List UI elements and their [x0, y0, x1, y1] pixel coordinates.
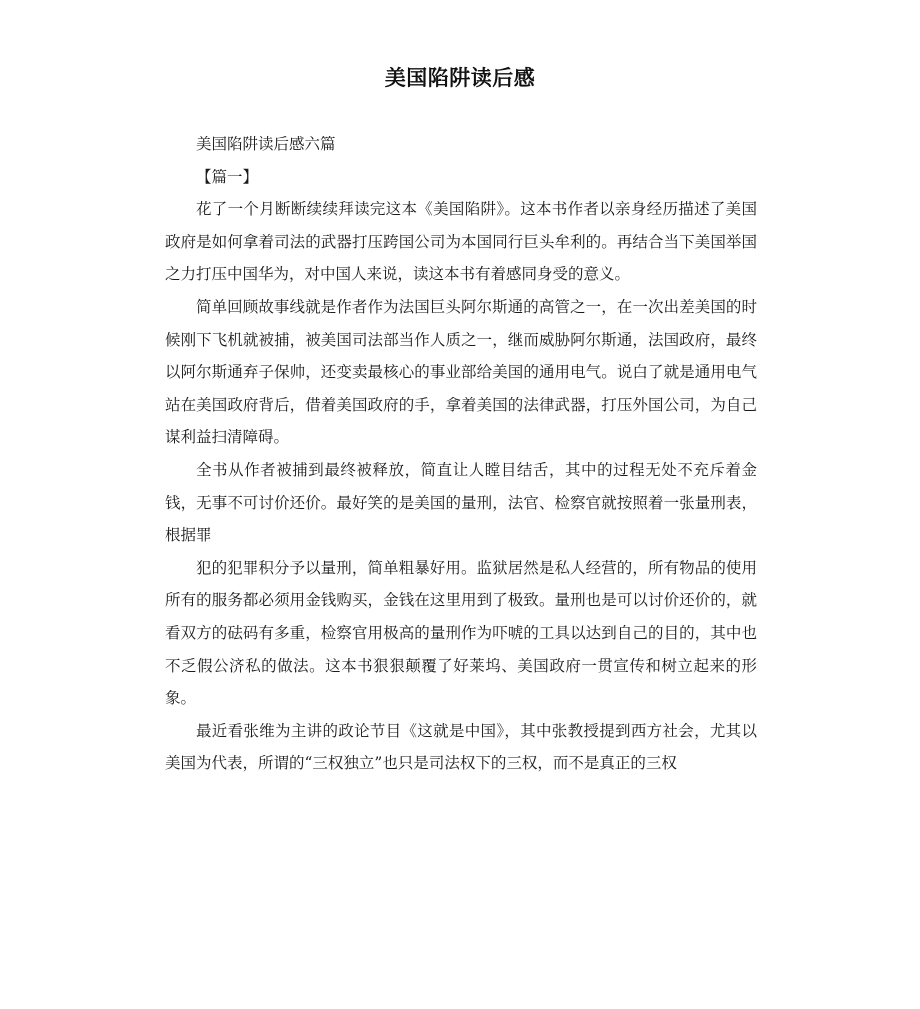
section-heading: 【篇一】 — [196, 167, 259, 186]
body-paragraph: 最近看张维为主讲的政论节目《这就是中国》，其中张教授提到西方社会，尤其以美国为代表，所谓的“三权独立”也只是司法权下的三权，而不是真正的三权 — [165, 721, 757, 773]
body-paragraph: 花了一个月断断续续拜读完这本《美国陷阱》。这本书作者以亲身经历描述了美国政府是如何拿着司法的武器打压跨国公司为本国同行巨头牟利的。再结合当下美国举国之力打压中国华为，对中国人来说，读这本书有着感同身受的意义。 — [165, 200, 757, 284]
body-paragraph: 简单回顾故事线就是作者作为法国巨头阿尔斯通的高管之一，在一次出差美国的时候刚下飞机就被捕，被美国司法部当作人质之一，继而威胁阿尔斯通，法国政府，最终以阿尔斯通弃子保帅，还变卖最核心的事业部给美国的通用电气。说白了就是通用电气站在美国政府背后，借着美国政府的手，拿着美国的法律武器，打压外国公司，为自己谋利益扫清障碍。 — [165, 297, 757, 447]
document-body — [165, 128, 757, 780]
body-paragraph: 犯的犯罪积分予以量刑，简单粗暴好用。监狱居然是私人经营的，所有物品的使用所有的服务都必须用金钱购买，金钱在这里用到了极致。量刑也是可以讨价还价的，就看双方的砝码有多重，检察官用极高的量刑作为吓唬的工具以达到自己的目的，其中也不乏假公济私的做法。这本书狠狠颠覆了好莱坞、美国政府一贯宣传和树立起来的形象。 — [165, 558, 757, 708]
document-title: 美国陷阱读后感 — [384, 66, 536, 90]
subtitle-paragraph: 美国陷阱读后感六篇 — [196, 135, 336, 153]
body-paragraph: 全书从作者被捕到最终被释放，简直让人瞠目结舌，其中的过程无处不充斥着金钱，无事不可讨价还价。最好笑的是美国的量刑，法官、检察官就按照着一张量刑表，根据罪 — [165, 460, 757, 545]
